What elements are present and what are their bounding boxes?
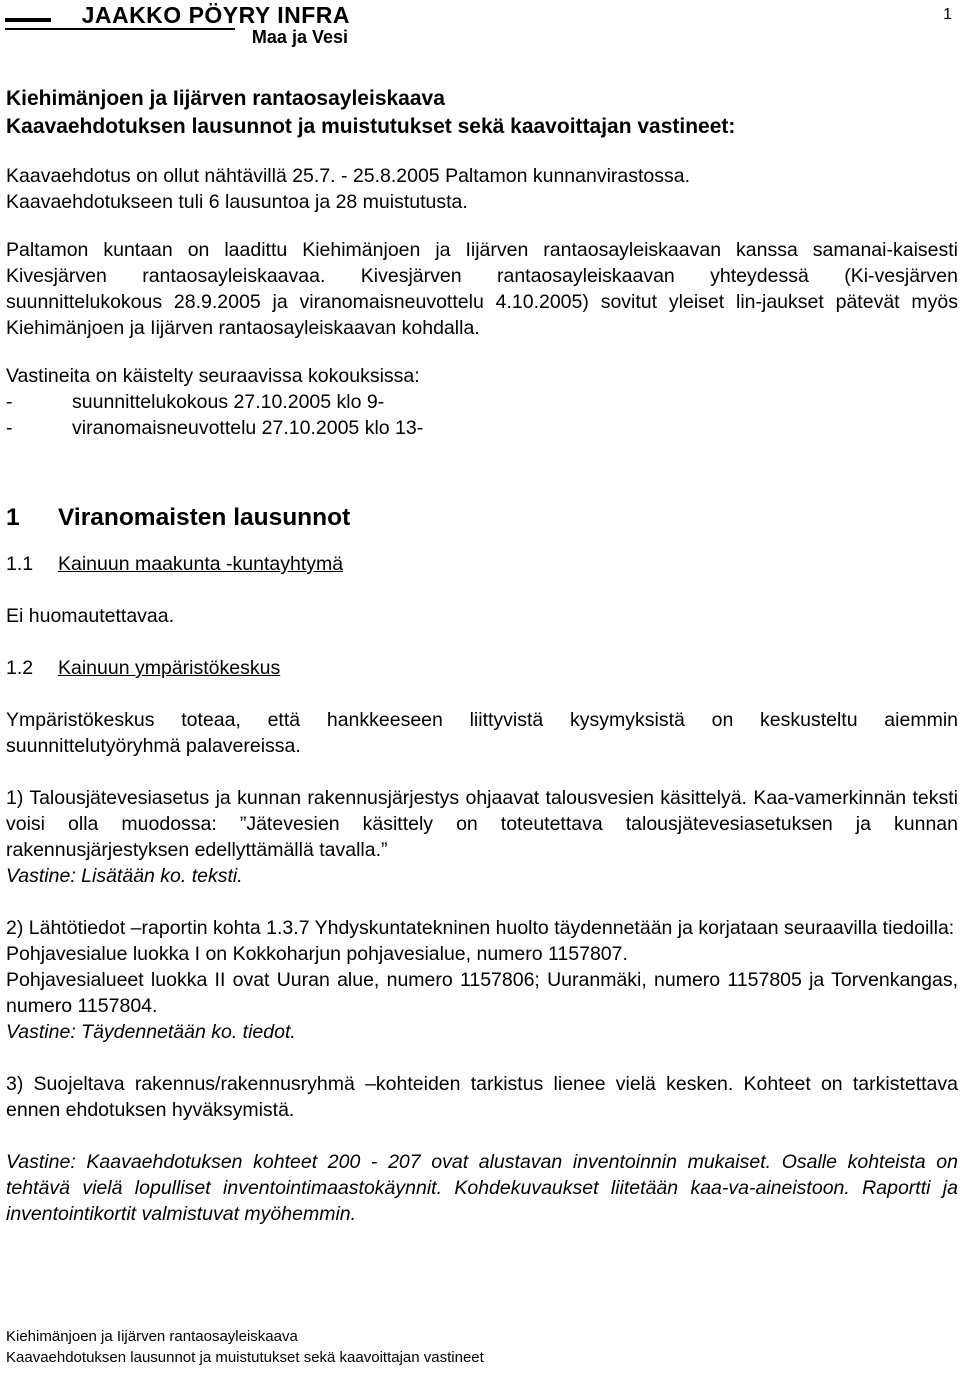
- section-1-2-intro: Ympäristökeskus toteaa, että hankkeeseen liittyvistä kysymyksistä on keskusteltu aiemmin suunnittelutyöryhmä palavereissa.: [6, 709, 958, 757]
- intro-paragraph: Paltamon kuntaan on laadittu Kiehimänjoen ja Iijärven rantaosayleiskaavan kanssa samanai-kaisesti Kivesjärven rantaosayleiskaavaa. Kivesjärven rantaosayleiskaavan yhteydessä (Ki-vesjärven suunnittelukokous 28.9.2005 ja viranomaisneuvottelu 4.10.2005) sovitut yleiset lin-jaukset pätevät myös Kiehimänjoen ja Iijärven rantaosayleiskaavan kohdalla.: [6, 239, 958, 339]
- comment-1: 1) Talousjätevesiasetus ja kunnan rakennusjärjestys ohjaavat talousvesien käsittelyä. Kaa-vamerkinnän teksti voisi olla muodossa: ”Jätevesien käsittely on toteutettava talousjätevesiasetuksen ja kunnan rakennusjärjestyksen edellyttämällä tavalla.”: [6, 787, 958, 861]
- response-1: Vastine: Lisätään ko. teksti.: [6, 865, 243, 887]
- section-1-heading: [6, 503, 958, 533]
- list-dash: -: [6, 391, 13, 413]
- page-number: 1: [943, 6, 952, 23]
- section-1-1-heading: [6, 551, 958, 577]
- intro-line-1: Kaavaehdotus on ollut nähtävillä 25.7. - 25.8.2005 Paltamon kunnanvirastossa.: [6, 165, 691, 187]
- list-dash: -: [6, 417, 13, 439]
- comment-2-line-1: Pohjavesialue luokka I on Kokkoharjun pohjavesialue, numero 1157807.: [6, 943, 628, 965]
- logo-company-name: JAAKKO PÖYRY INFRA: [81, 2, 350, 28]
- comment-2: 2) Lähtötiedot –raportin kohta 1.3.7 Yhdyskuntatekninen huolto täydennetään ja korjataan seuraavilla tiedoilla:: [6, 917, 955, 939]
- meetings-list: [6, 389, 958, 441]
- footer-line-2: Kaavaehdotuksen lausunnot ja muistutukset sekä kaavoittajan vastineet: [6, 1349, 484, 1366]
- section-title: Viranomaisten lausunnot: [58, 504, 351, 531]
- logo-bar: [5, 18, 51, 22]
- section-number: 1: [6, 504, 20, 531]
- response-3: Vastine: Kaavaehdotuksen kohteet 200 - 207 ovat alustavan inventoinnin mukaiset. Osalle kohteista on tehtävä vielä lopulliset inventointimaastokäynnit. Kohdekuvaukset liitetään kaa-va-aineistoon. Raportti ja inventointikortit valmistuvat myöhemmin.: [6, 1151, 958, 1225]
- comment-2-line-2: Pohjavesialueet luokka II ovat Uuran alue, numero 1157806; Uuranmäki, numero 1157805 ja Torvenkangas, numero 1157804.: [6, 969, 958, 1017]
- section-title: Kainuun ympäristökeskus: [58, 657, 281, 679]
- meeting-text: viranomaisneuvottelu 27.10.2005 klo 13-: [72, 417, 424, 439]
- document-subtitle: Kaavaehdotuksen lausunnot ja muistutukset sekä kaavoittajan vastineet:: [6, 115, 736, 138]
- logo-division: Maa ja Vesi: [251, 27, 348, 47]
- section-title: Kainuun maakunta -kuntayhtymä: [58, 553, 344, 575]
- meeting-text: suunnittelukokous 27.10.2005 klo 9-: [72, 391, 385, 413]
- section-number: 1.2: [6, 657, 34, 679]
- company-logo: [50, 3, 350, 47]
- section-number: 1.1: [6, 553, 34, 575]
- section-1-1-text: Ei huomautettavaa.: [6, 605, 175, 627]
- footer-line-1: Kiehimänjoen ja Iijärven rantaosayleiskaava: [6, 1328, 298, 1345]
- page-footer: [6, 1326, 484, 1368]
- section-1-2-heading: [6, 655, 958, 681]
- intro-line-2: Kaavaehdotukseen tuli 6 lausuntoa ja 28 muistutusta.: [6, 191, 468, 213]
- list-item: [6, 415, 958, 441]
- response-2: Vastine: Täydennetään ko. tiedot.: [6, 1021, 296, 1043]
- list-item: [6, 389, 958, 415]
- document-body: [6, 85, 958, 1227]
- comment-3: 3) Suojeltava rakennus/rakennusryhmä –kohteiden tarkistus lienee vielä kesken. Kohteet on tarkistettava ennen ehdotuksen hyväksymistä.: [6, 1073, 958, 1121]
- meetings-intro: Vastineita on käistelty seuraavissa kokouksissa:: [6, 365, 420, 387]
- document-title: Kiehimänjoen ja Iijärven rantaosayleiskaava: [6, 87, 445, 110]
